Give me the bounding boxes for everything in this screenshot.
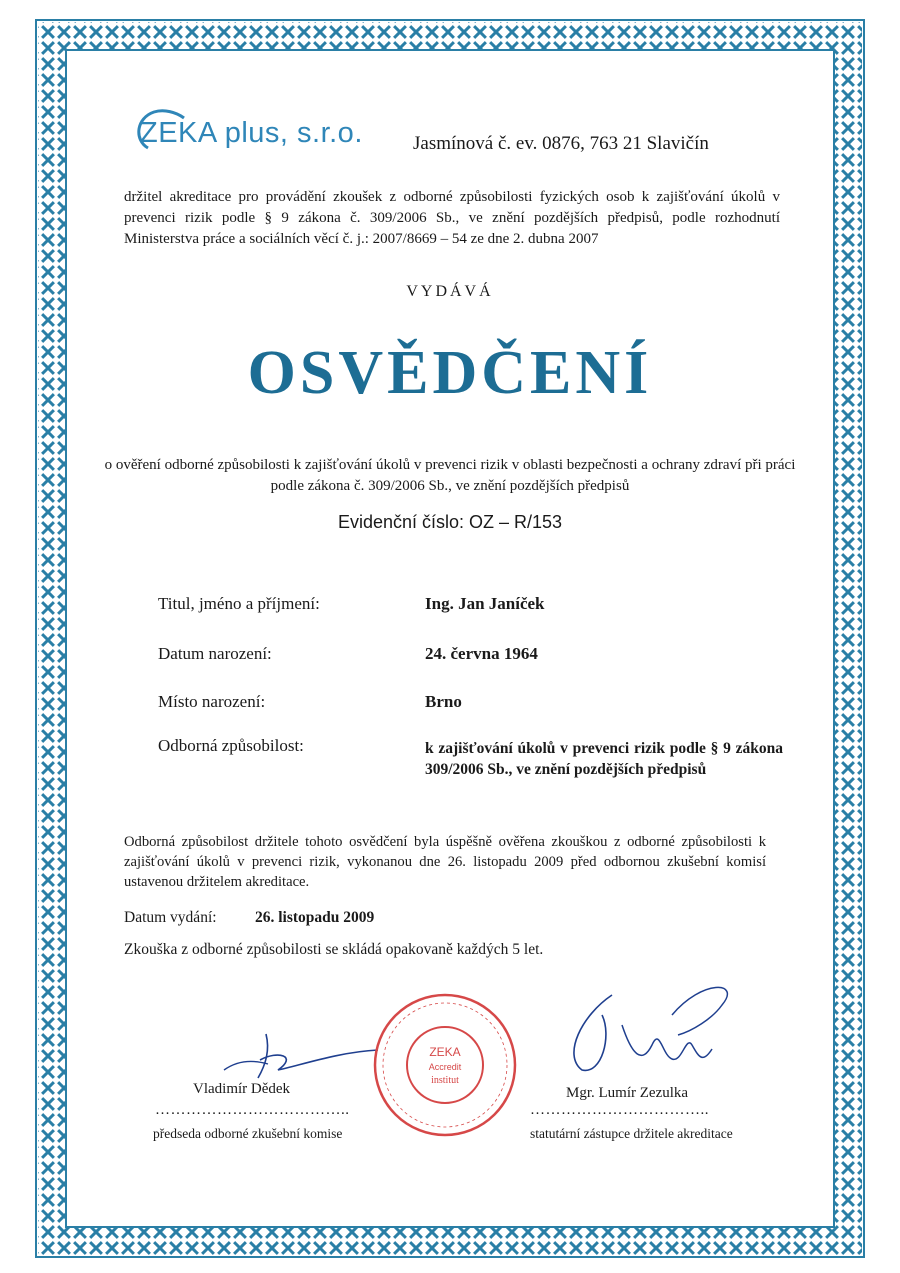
right-signature [552, 975, 752, 1085]
issue-date-value: 26. listopadu 2009 [255, 909, 375, 926]
birth-place-label: Místo narození: [158, 692, 266, 711]
right-signatory-name: Mgr. Lumír Zezulka [566, 1085, 689, 1101]
verification-text: Odborná způsobilost držitele tohoto osvědčení byla úspěšně ověřena zkouškou z odborné způsobilosti k zajišťování úkolů v prevenci rizik, vykonanou dne 26. listopadu 2009 před odbornou zkušební komisí ustavenou držitelem akreditace. [124, 834, 766, 890]
company-logo: ZEKA plus, s.r.o. [140, 117, 363, 149]
left-signatory-name: Vladimír Dědek [193, 1081, 291, 1097]
birth-date-label: Datum narození: [158, 644, 272, 663]
exam-note: Zkouška z odborné způsobilosti se skládá opakovaně každých 5 let. [124, 941, 544, 958]
competence-label: Odborná způsobilost: [158, 736, 304, 755]
competence-value: k zajišťování úkolů v prevenci rizik podle § 9 zákona 309/2006 Sb., ve znění pozdějších předpisů [425, 740, 783, 778]
name-label: Titul, jméno a příjmení: [158, 594, 320, 613]
stamp-line3: institut [431, 1075, 459, 1086]
certificate-subtitle: o ověření odborné způsobilosti k zajišťování úkolů v prevenci rizik v oblasti bezpečnosti a ochrany zdraví při práci podle zákona č. 309/2006 Sb., ve znění pozdějších předpisů [104, 457, 796, 494]
issues-label: VYDÁVÁ [406, 283, 494, 300]
birth-date-value: 24. června 1964 [425, 644, 538, 663]
accreditation-stamp [370, 990, 520, 1140]
accreditation-text: držitel akreditace pro provádění zkoušek z odborné způsobilosti fyzických osob k zajišťování úkolů v prevenci rizik podle § 9 zákona č. 309/2006 Sb., ve znění pozdějších předpisů, podle rozhodnutí Ministerstva práce a sociálních věcí č. j.: 2007/8669 – 54 ze dne 2. dubna 2007 [124, 189, 780, 247]
stamp-line1: ZEKA [429, 1045, 461, 1059]
stamp-line2: Accredit [428, 1062, 462, 1072]
left-signatory-role: předseda odborné zkušební komise [153, 1126, 343, 1141]
certificate-title: OSVĚDČENÍ [247, 339, 653, 407]
left-signature-line: ……………………………….. [155, 1102, 350, 1118]
right-signature-line: …………………………….. [530, 1102, 709, 1118]
issue-date-label: Datum vydání: [124, 909, 217, 926]
name-value: Ing. Jan Janíček [425, 594, 545, 613]
evidence-number: Evidenční číslo: OZ – R/153 [337, 512, 563, 532]
company-address: Jasmínová č. ev. 0876, 763 21 Slavičín [413, 133, 709, 154]
birth-place-value: Brno [425, 692, 462, 711]
right-signatory-role: statutární zástupce držitele akreditace [530, 1126, 733, 1141]
